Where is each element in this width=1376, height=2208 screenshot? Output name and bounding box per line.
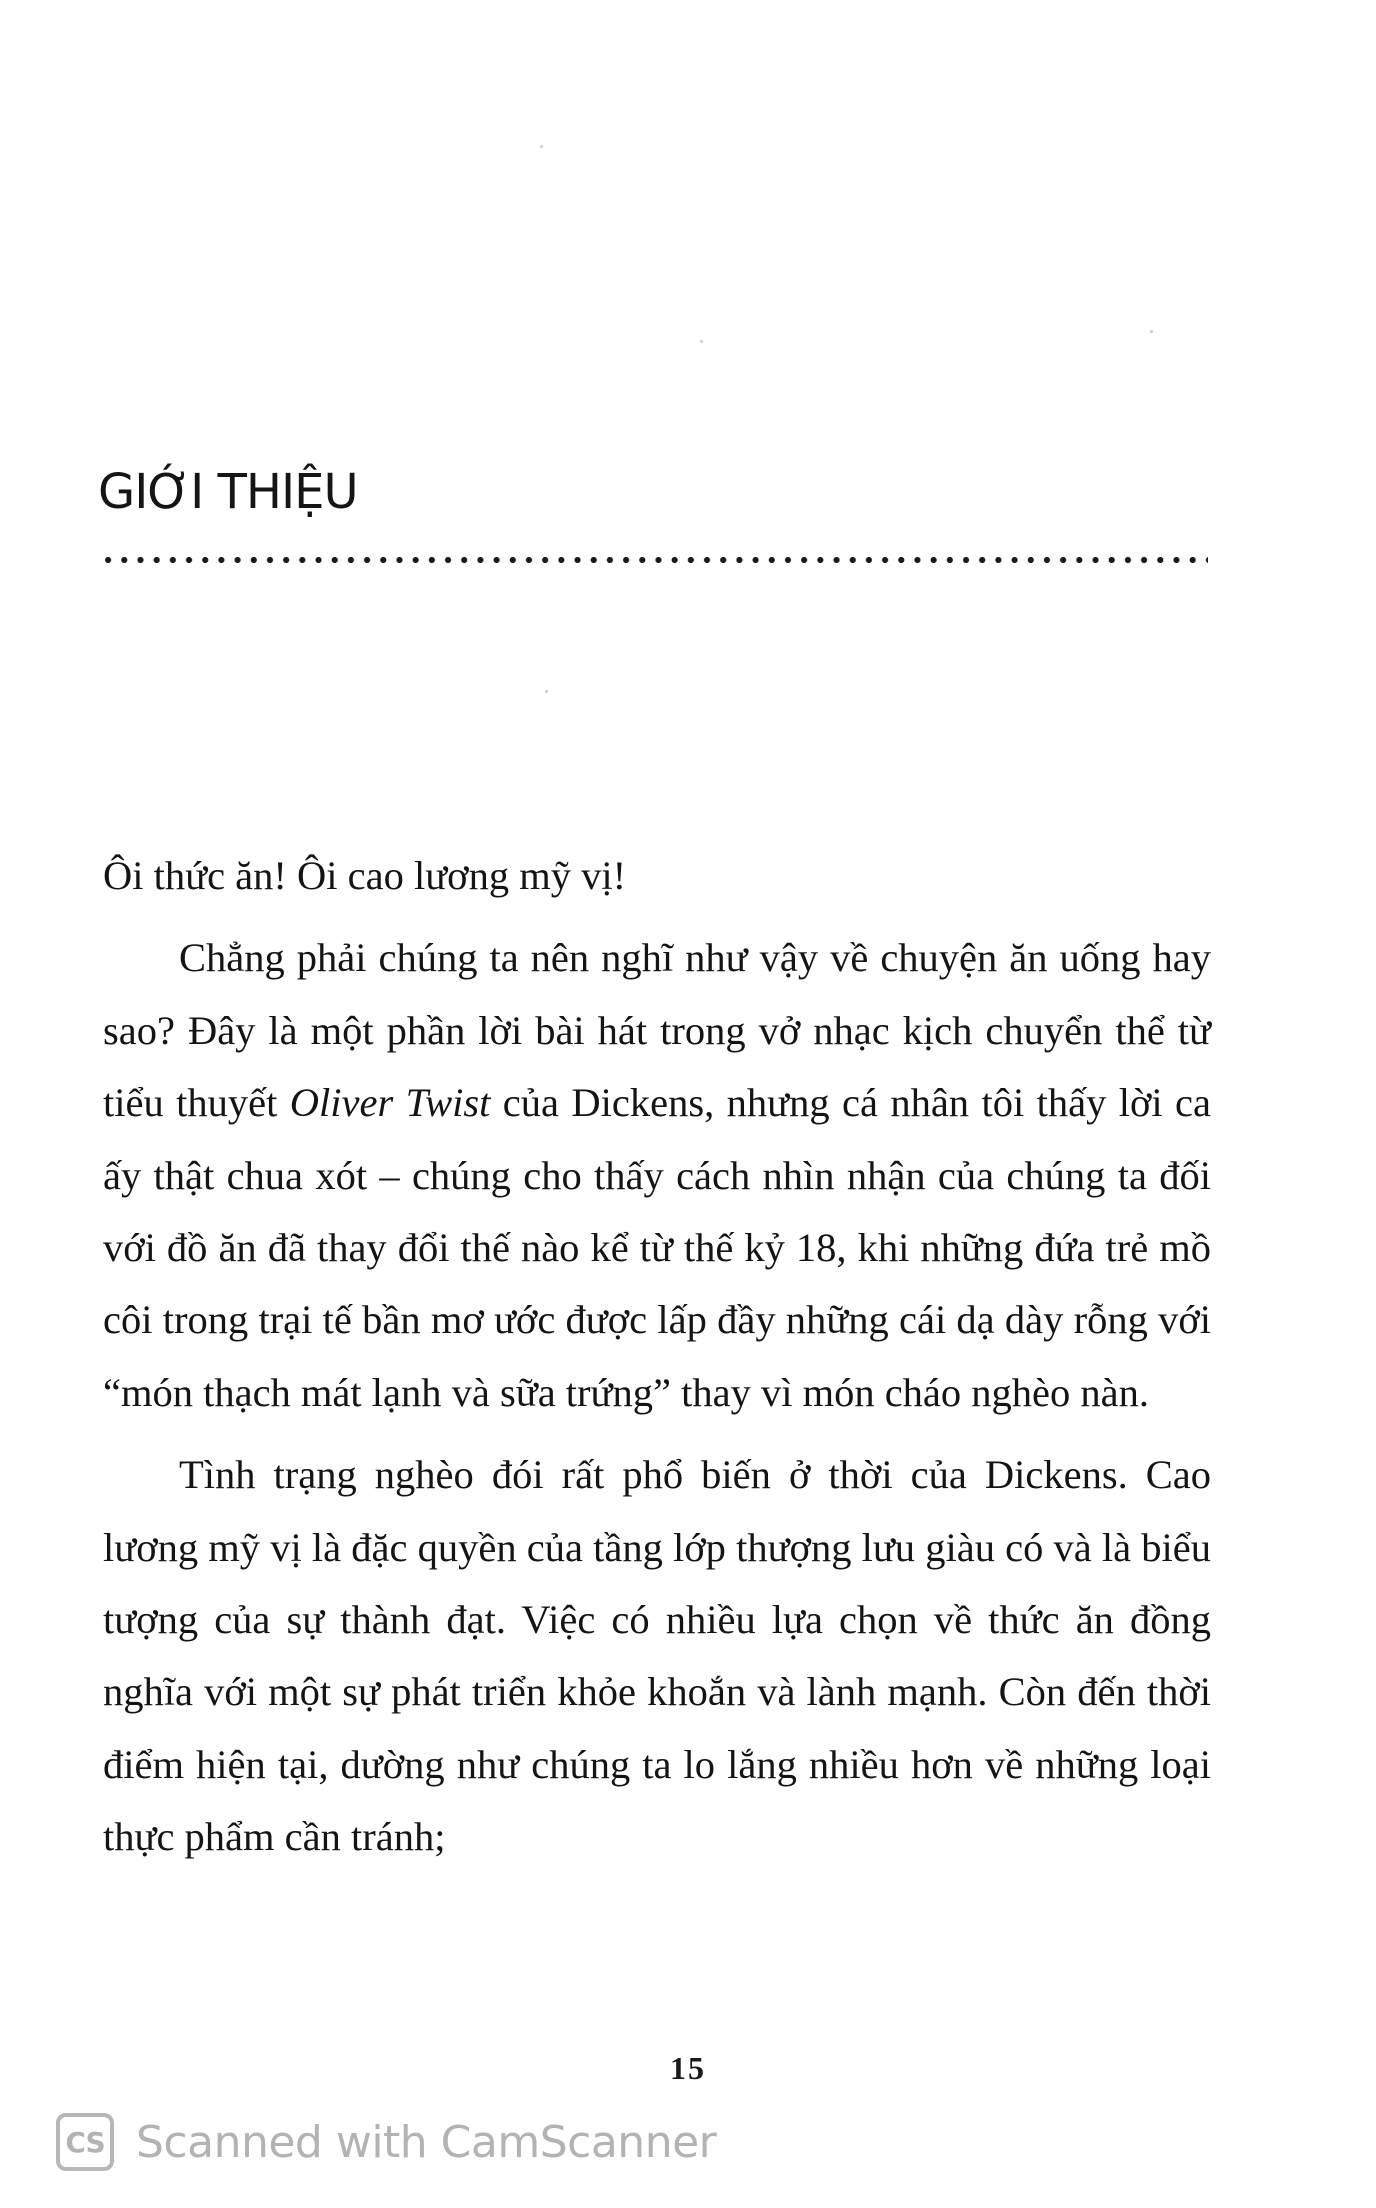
book-title: Oliver Twist [289, 1080, 491, 1126]
watermark-text: Scanned with CamScanner [136, 2116, 717, 2168]
chapter-heading: GIỚI THIỆU [98, 464, 358, 520]
dotted-divider [100, 556, 1208, 564]
camscanner-logo-icon: CS [56, 2113, 114, 2171]
paragraph-2-after: của Dickens, nhưng cá nhân tôi thấy lời ca ấy thật chua xót – chúng cho thấy cách nhìn nhận của chúng ta đối với đồ ăn đã thay đổi thế nào kể từ thế kỷ 18, khi những đứa trẻ mồ côi trong trại tế bần mơ ước được lấp đầy những cái dạ dày rỗng với “món thạch mát lạnh và sữa trứng” thay vì món cháo nghèo nàn. [103, 1080, 1211, 1415]
scan-speck [700, 340, 703, 343]
scan-speck [1150, 330, 1153, 333]
paragraph-2-before: Chẳng phải chúng ta nên nghĩ như vậy về chuyện ăn uống hay sao? Đây là một phần lời bài hát trong vở nhạc kịch chuyển thể từ tiểu thuyết [103, 935, 1211, 1126]
camscanner-watermark [56, 2110, 716, 2174]
paragraph-1: Ôi thức ăn! Ôi cao lương mỹ vị! [103, 853, 627, 898]
paragraph-2 [103, 922, 1211, 1429]
paragraph-3: Tình trạng nghèo đói rất phổ biến ở thời của Dickens. Cao lương mỹ vị là đặc quyền của tầng lớp thượng lưu giàu có và là biểu tượng của sự thành đạt. Việc có nhiều lựa chọn về thức ăn đồng nghĩa với một sự phát triển khỏe khoắn và lành mạnh. Còn đến thời điểm hiện tại, dường như chúng ta lo lắng nhiều hơn về những loại thực phẩm cần tránh; [103, 1452, 1211, 1860]
scan-speck [545, 690, 548, 693]
page-number: 15 [670, 2050, 706, 2086]
scan-speck [540, 145, 543, 148]
body-text [103, 840, 1211, 1884]
